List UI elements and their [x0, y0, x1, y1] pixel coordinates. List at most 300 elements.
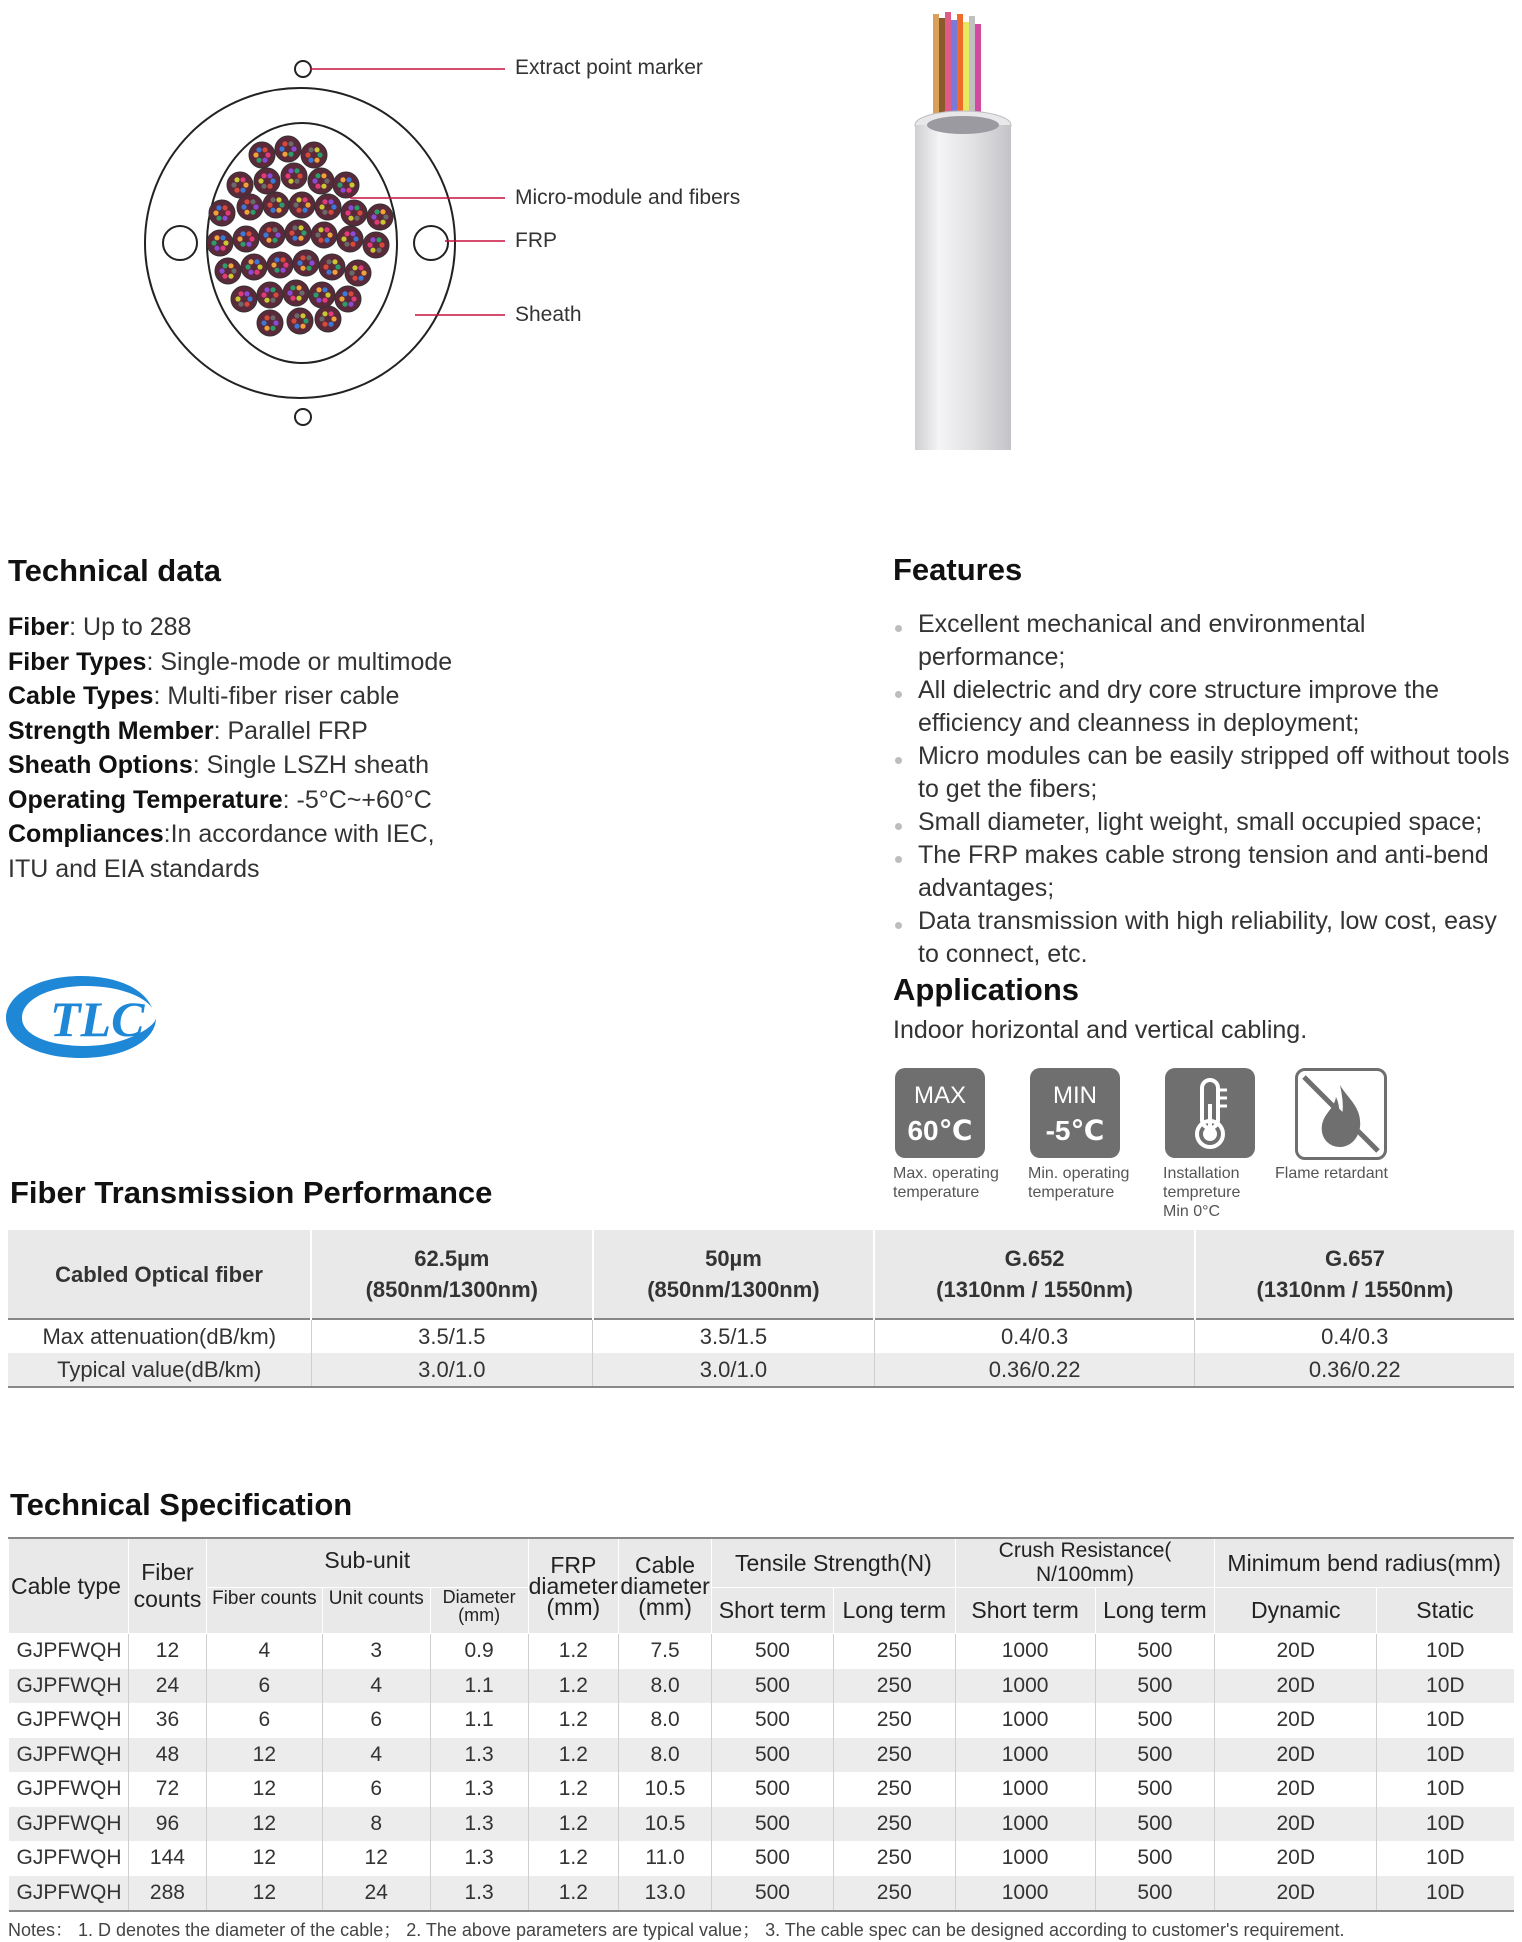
table-cell: 1.2: [528, 1669, 618, 1704]
col-g657: G.657 (1310nm / 1550nm): [1195, 1230, 1514, 1319]
performance-table: [8, 1230, 1514, 1388]
table-cell: 500: [712, 1772, 834, 1807]
table-cell: 500: [1095, 1634, 1215, 1669]
micro-module: [233, 226, 259, 252]
table-cell: 1.3: [430, 1738, 528, 1773]
table-row: [9, 1841, 1514, 1876]
table-cell: 96: [128, 1807, 206, 1842]
table-cell: 500: [712, 1841, 834, 1876]
fiber: [244, 199, 249, 204]
table-cell: 6: [322, 1772, 430, 1807]
fiber: [261, 173, 266, 178]
col-62-5um: 62.5µm (850nm/1300nm): [311, 1230, 593, 1319]
fiber: [244, 302, 249, 307]
col-frp-diameter: FRP diameter (mm): [528, 1538, 618, 1634]
table-cell: 1.2: [528, 1841, 618, 1876]
table-row: [9, 1807, 1514, 1842]
fiber: [270, 298, 275, 303]
table-cell: 8: [322, 1807, 430, 1842]
fiber: [222, 205, 227, 210]
fiber: [240, 188, 245, 193]
fiber: [240, 177, 245, 182]
fiber: [264, 315, 269, 320]
fiber: [241, 204, 246, 209]
fiber: [219, 268, 224, 273]
fiber: [264, 287, 269, 292]
table-cell: 250: [833, 1807, 955, 1842]
table-cell: 1.2: [528, 1772, 618, 1807]
max-temp-caption: Max. operating temperature: [893, 1165, 999, 1201]
table-cell: 12: [206, 1876, 322, 1912]
table-cell: 500: [1095, 1669, 1215, 1704]
table-cell: 20D: [1215, 1634, 1377, 1669]
table-cell: 1000: [955, 1669, 1095, 1704]
feature-item: Excellent mechanical and environmental performance;: [893, 608, 1518, 674]
thermometer-icon: [1165, 1068, 1255, 1158]
fiber: [234, 177, 239, 182]
table-cell: 12: [206, 1807, 322, 1842]
fiber: [243, 182, 248, 187]
table-cell: 6: [322, 1703, 430, 1738]
table-cell: 4: [206, 1634, 322, 1669]
fiber: [235, 296, 240, 301]
fiber: [280, 257, 285, 262]
fiber: [266, 227, 271, 232]
fiber: [228, 263, 233, 268]
table-cell: 3.0/1.0: [311, 1353, 593, 1387]
spec-table: [8, 1537, 1514, 1912]
table-row: [9, 1738, 1514, 1773]
table-cell: 10D: [1377, 1807, 1514, 1842]
installation-temp-caption: Installation tempreture Min 0°C: [1163, 1165, 1241, 1220]
fiber: [220, 246, 225, 251]
fiber: [238, 291, 243, 296]
micro-module: [254, 168, 280, 194]
fiber: [249, 236, 254, 241]
fiber: [214, 246, 219, 251]
tech-row-strength-member: Strength Member: Parallel FRP: [8, 716, 368, 745]
table-row: [9, 1634, 1514, 1669]
performance-header-row: [8, 1230, 1514, 1319]
fiber: [220, 235, 225, 240]
table-cell: 0.36/0.22: [1195, 1353, 1514, 1387]
technical-data-list: [8, 610, 568, 886]
fiber: [274, 268, 279, 273]
spec-header-row-1: [9, 1538, 1514, 1588]
fiber: [238, 302, 243, 307]
table-cell: 72: [128, 1772, 206, 1807]
table-cell: 500: [1095, 1807, 1215, 1842]
fiber: [254, 270, 259, 275]
tech-row-compliances: Compliances:In accordance with IEC,: [8, 820, 435, 848]
table-cell: 1.2: [528, 1738, 618, 1773]
table-cell: 3: [322, 1634, 430, 1669]
micro-module: [215, 258, 241, 284]
feature-item: Micro modules can be easily stripped off without tools to get the fibers;: [893, 740, 1518, 806]
micro-module: [237, 194, 263, 220]
table-cell: 3.5/1.5: [593, 1319, 875, 1353]
fiber: [225, 210, 230, 215]
table-cell: 500: [1095, 1876, 1215, 1912]
table-cell: 12: [128, 1634, 206, 1669]
table-row: [9, 1669, 1514, 1704]
callout-lines: [290, 55, 520, 345]
frp-left: [163, 226, 197, 260]
fiber: [222, 274, 227, 279]
table-cell: 20D: [1215, 1772, 1377, 1807]
spec-header-row-2: [9, 1588, 1514, 1634]
micro-module: [257, 282, 283, 308]
table-cell: 12: [206, 1772, 322, 1807]
fiber: [240, 231, 245, 236]
tech-row-sheath-options: Sheath Options: Single LSZH sheath: [8, 751, 429, 779]
table-cell: 500: [712, 1876, 834, 1912]
fiber: [272, 238, 277, 243]
table-cell: 500: [1095, 1703, 1215, 1738]
col-sub-unit: Sub-unit: [206, 1538, 528, 1588]
table-cell: 11.0: [619, 1841, 712, 1876]
col-crush-long: Long term: [1095, 1588, 1215, 1634]
table-cell: 4: [322, 1669, 430, 1704]
table-cell: Max attenuation(dB/km): [8, 1319, 311, 1353]
table-row: [8, 1353, 1514, 1387]
fiber: [211, 240, 216, 245]
table-cell: 6: [206, 1669, 322, 1704]
fiber: [254, 259, 259, 264]
col-sub-fiber-counts: Fiber counts: [206, 1588, 322, 1634]
table-cell: 500: [712, 1703, 834, 1738]
fiber: [250, 199, 255, 204]
table-cell: 12: [322, 1841, 430, 1876]
table-cell: 10D: [1377, 1772, 1514, 1807]
table-cell: 1000: [955, 1738, 1095, 1773]
table-cell: 250: [833, 1876, 955, 1912]
table-cell: GJPFWQH: [16, 1777, 122, 1801]
micro-module: [241, 254, 267, 280]
fiber: [222, 263, 227, 268]
table-cell: 20D: [1215, 1841, 1377, 1876]
feature-item: Data transmission with high reliability, low cost, easy to connect, etc.: [893, 905, 1518, 971]
fiber: [256, 158, 261, 163]
table-cell: 1.2: [528, 1634, 618, 1669]
table-cell: 500: [1095, 1772, 1215, 1807]
table-cell: 20D: [1215, 1669, 1377, 1704]
table-cell: 36: [128, 1703, 206, 1738]
fiber: [213, 210, 218, 215]
performance-title: Fiber Transmission Performance: [10, 1175, 493, 1210]
fiber: [265, 152, 270, 157]
table-cell: GJPFWQH: [16, 1639, 122, 1663]
micro-module: [257, 310, 283, 336]
applications-text: Indoor horizontal and vertical cabling.: [893, 1016, 1308, 1044]
fiber: [272, 227, 277, 232]
label-sheath: Sheath: [515, 303, 582, 326]
table-cell: 48: [128, 1738, 206, 1773]
table-cell: 250: [833, 1669, 955, 1704]
col-cable-type: Cable type: [9, 1538, 129, 1634]
col-cabled-fiber: Cabled Optical fiber: [8, 1230, 311, 1319]
table-cell: 250: [833, 1703, 955, 1738]
micro-module: [263, 192, 289, 218]
col-fiber-counts: Fiber counts: [128, 1538, 206, 1634]
fiber: [256, 147, 261, 152]
col-bend-dynamic: Dynamic: [1215, 1588, 1377, 1634]
tech-row-cable-types: Cable Types: Multi-fiber riser cable: [8, 682, 400, 710]
table-cell: 144: [128, 1841, 206, 1876]
table-cell: 0.4/0.3: [874, 1319, 1195, 1353]
fiber: [282, 141, 287, 146]
fiber: [216, 205, 221, 210]
table-cell: 8.0: [619, 1669, 712, 1704]
table-cell: 10D: [1377, 1669, 1514, 1704]
table-row: [9, 1876, 1514, 1912]
cable-side-view-image: [905, 10, 1025, 450]
tech-row-compliances-cont: ITU and EIA standards: [8, 854, 260, 883]
table-cell: GJPFWQH: [9, 1669, 129, 1704]
col-min-bend-radius: Minimum bend radius(mm): [1215, 1538, 1514, 1588]
max-temp-icon: MAX 60℃: [895, 1068, 985, 1158]
fiber: [275, 232, 280, 237]
table-cell: 1.2: [528, 1807, 618, 1842]
table-cell: 1.1: [430, 1703, 528, 1738]
table-cell: 7.5: [619, 1634, 712, 1669]
table-cell: 20D: [1215, 1738, 1377, 1773]
fiber: [258, 178, 263, 183]
fiber: [248, 259, 253, 264]
table-cell: 500: [712, 1807, 834, 1842]
micro-module: [259, 222, 285, 248]
col-sub-unit-counts: Unit counts: [322, 1588, 430, 1634]
table-cell: 8.0: [619, 1703, 712, 1738]
fiber: [276, 197, 281, 202]
fiber: [264, 326, 269, 331]
table-cell: 250: [833, 1738, 955, 1773]
fiber: [257, 264, 262, 269]
fiber: [263, 232, 268, 237]
table-cell: 12: [206, 1738, 322, 1773]
features-list: [893, 608, 1518, 971]
fiber: [267, 173, 272, 178]
col-g652: G.652 (1310nm / 1550nm): [874, 1230, 1195, 1319]
col-cable-diameter: Cable diameter (mm): [619, 1538, 712, 1634]
table-cell: 10D: [1377, 1738, 1514, 1773]
min-temp-icon: MIN -5℃: [1030, 1068, 1120, 1158]
tlc-logo: [6, 968, 156, 1063]
features-title: Features: [893, 552, 1023, 587]
table-row: [9, 1703, 1514, 1738]
fiber: [276, 208, 281, 213]
fiber: [266, 238, 271, 243]
fiber: [279, 202, 284, 207]
tech-row-fiber: Fiber: Up to 288: [8, 613, 192, 641]
table-row: [9, 1772, 1514, 1807]
fiber: [267, 202, 272, 207]
fiber: [216, 216, 221, 221]
fiber: [261, 292, 266, 297]
tech-row-fiber-types: Fiber Types: Single-mode or multimode: [8, 647, 453, 676]
table-cell: 10D: [1377, 1841, 1514, 1876]
table-cell: 20D: [1215, 1807, 1377, 1842]
table-cell: 13.0: [619, 1876, 712, 1912]
table-cell: 500: [712, 1634, 834, 1669]
table-cell: 1.2: [528, 1876, 618, 1912]
fiber: [270, 197, 275, 202]
fiber: [253, 204, 258, 209]
table-cell: 20D: [1215, 1703, 1377, 1738]
table-cell: 24: [128, 1669, 206, 1704]
table-cell: 24: [322, 1876, 430, 1912]
fiber: [283, 262, 288, 267]
feature-item: The FRP makes cable strong tension and anti-bend advantages;: [893, 839, 1518, 905]
fiber: [231, 182, 236, 187]
table-cell: 10D: [1377, 1876, 1514, 1912]
fiber: [279, 146, 284, 151]
label-frp: FRP: [515, 229, 557, 252]
table-cell: 10D: [1377, 1703, 1514, 1738]
table-cell: 0.36/0.22: [874, 1353, 1195, 1387]
applications-title: Applications: [893, 972, 1080, 1007]
table-cell: 1.1: [430, 1669, 528, 1704]
table-cell: GJPFWQH: [9, 1876, 129, 1912]
fiber: [237, 236, 242, 241]
fiber: [261, 184, 266, 189]
tech-row-operating-temperature: Operating Temperature: -5°C~+60°C: [8, 785, 432, 814]
fiber: [246, 242, 251, 247]
fiber: [264, 298, 269, 303]
table-cell: 6: [206, 1703, 322, 1738]
flame-retardant-icon: [1295, 1068, 1387, 1160]
spec-notes: Notes： 1. D denotes the diameter of the cable； 2. The above parameters are typical value； 3. The cable spec can be designed according to customer's requirement.: [8, 1920, 1345, 1940]
table-cell: 1000: [955, 1807, 1095, 1842]
table-cell: 12: [206, 1841, 322, 1876]
fiber: [244, 291, 249, 296]
table-cell: 1.2: [528, 1703, 618, 1738]
table-cell: GJPFWQH: [16, 1708, 122, 1732]
fiber: [240, 242, 245, 247]
table-cell: GJPFWQH: [9, 1738, 129, 1773]
table-cell: 500: [1095, 1738, 1215, 1773]
feature-item: All dielectric and dry core structure improve the efficiency and cleanness in deployment;: [893, 674, 1518, 740]
fiber: [262, 147, 267, 152]
micro-module: [249, 142, 275, 168]
fiber: [270, 315, 275, 320]
table-cell: 288: [128, 1876, 206, 1912]
table-cell: 3.5/1.5: [311, 1319, 593, 1353]
fiber: [271, 262, 276, 267]
fiber: [222, 216, 227, 221]
table-cell: 1.3: [430, 1841, 528, 1876]
micro-module: [209, 200, 235, 226]
col-crush-resistance: Crush Resistance( N/100mm): [955, 1538, 1215, 1588]
table-cell: 1000: [955, 1634, 1095, 1669]
table-cell: 1000: [955, 1772, 1095, 1807]
fiber: [250, 210, 255, 215]
col-tensile-short: Short term: [712, 1588, 834, 1634]
fiber: [282, 152, 287, 157]
fiber: [270, 208, 275, 213]
fiber: [270, 287, 275, 292]
table-cell: 1000: [955, 1703, 1095, 1738]
fiber: [261, 320, 266, 325]
col-50um: 50µm (850nm/1300nm): [593, 1230, 875, 1319]
table-cell: 500: [712, 1738, 834, 1773]
table-cell: 10D: [1377, 1634, 1514, 1669]
label-micro-module: Micro-module and fibers: [515, 186, 741, 209]
fiber: [223, 240, 228, 245]
table-cell: 8.0: [619, 1738, 712, 1773]
table-cell: 4: [322, 1738, 430, 1773]
extract-point-marker-bottom: [295, 409, 311, 425]
fiber: [214, 235, 219, 240]
min-temp-caption: Min. operating temperature: [1028, 1165, 1130, 1201]
fiber: [231, 268, 236, 273]
table-cell: 10.5: [619, 1807, 712, 1842]
fiber: [246, 231, 251, 236]
fiber-bundle: [933, 12, 981, 126]
table-cell: GJPFWQH: [9, 1807, 129, 1842]
col-crush-short: Short term: [955, 1588, 1095, 1634]
fiber: [273, 320, 278, 325]
table-cell: 500: [712, 1669, 834, 1704]
fiber: [245, 264, 250, 269]
table-cell: 10.5: [619, 1772, 712, 1807]
fiber: [273, 292, 278, 297]
fiber: [228, 274, 233, 279]
fiber: [234, 188, 239, 193]
table-cell: 1.3: [430, 1876, 528, 1912]
fiber: [274, 257, 279, 262]
table-cell: 0.4/0.3: [1195, 1319, 1514, 1353]
fiber: [248, 270, 253, 275]
fiber: [244, 210, 249, 215]
table-cell: 0.9: [430, 1634, 528, 1669]
fiber: [253, 152, 258, 157]
table-cell: 20D: [1215, 1876, 1377, 1912]
col-tensile-strength: Tensile Strength(N): [712, 1538, 956, 1588]
label-extract-point-marker: Extract point marker: [515, 56, 703, 79]
micro-module: [207, 230, 233, 256]
table-cell: 1000: [955, 1876, 1095, 1912]
col-tensile-long: Long term: [833, 1588, 955, 1634]
table-cell: 3.0/1.0: [593, 1353, 875, 1387]
col-sub-diameter: Diameter (mm): [430, 1588, 528, 1634]
technical-data-title: Technical data: [8, 553, 222, 588]
table-cell: GJPFWQH: [16, 1846, 122, 1870]
table-cell: 250: [833, 1772, 955, 1807]
col-bend-static: Static: [1377, 1588, 1514, 1634]
flame-retardant-caption: Flame retardant: [1275, 1165, 1388, 1182]
table-cell: 1000: [955, 1841, 1095, 1876]
fiber: [270, 178, 275, 183]
logo-text: TLC: [50, 991, 145, 1047]
table-cell: 500: [1095, 1841, 1215, 1876]
table-cell: 1.3: [430, 1807, 528, 1842]
table-cell: 250: [833, 1841, 955, 1876]
fiber: [270, 326, 275, 331]
fiber: [262, 158, 267, 163]
fiber: [247, 296, 252, 301]
fiber: [267, 184, 272, 189]
table-cell: Typical value(dB/km): [8, 1353, 311, 1387]
table-cell: 1.3: [430, 1772, 528, 1807]
table-cell: 250: [833, 1634, 955, 1669]
fiber: [280, 268, 285, 273]
spec-table-body: [9, 1634, 1514, 1912]
spec-title: Technical Specification: [10, 1487, 353, 1522]
feature-item: Small diameter, light weight, small occupied space;: [893, 806, 1518, 839]
micro-module: [231, 286, 257, 312]
table-row: [8, 1319, 1514, 1353]
